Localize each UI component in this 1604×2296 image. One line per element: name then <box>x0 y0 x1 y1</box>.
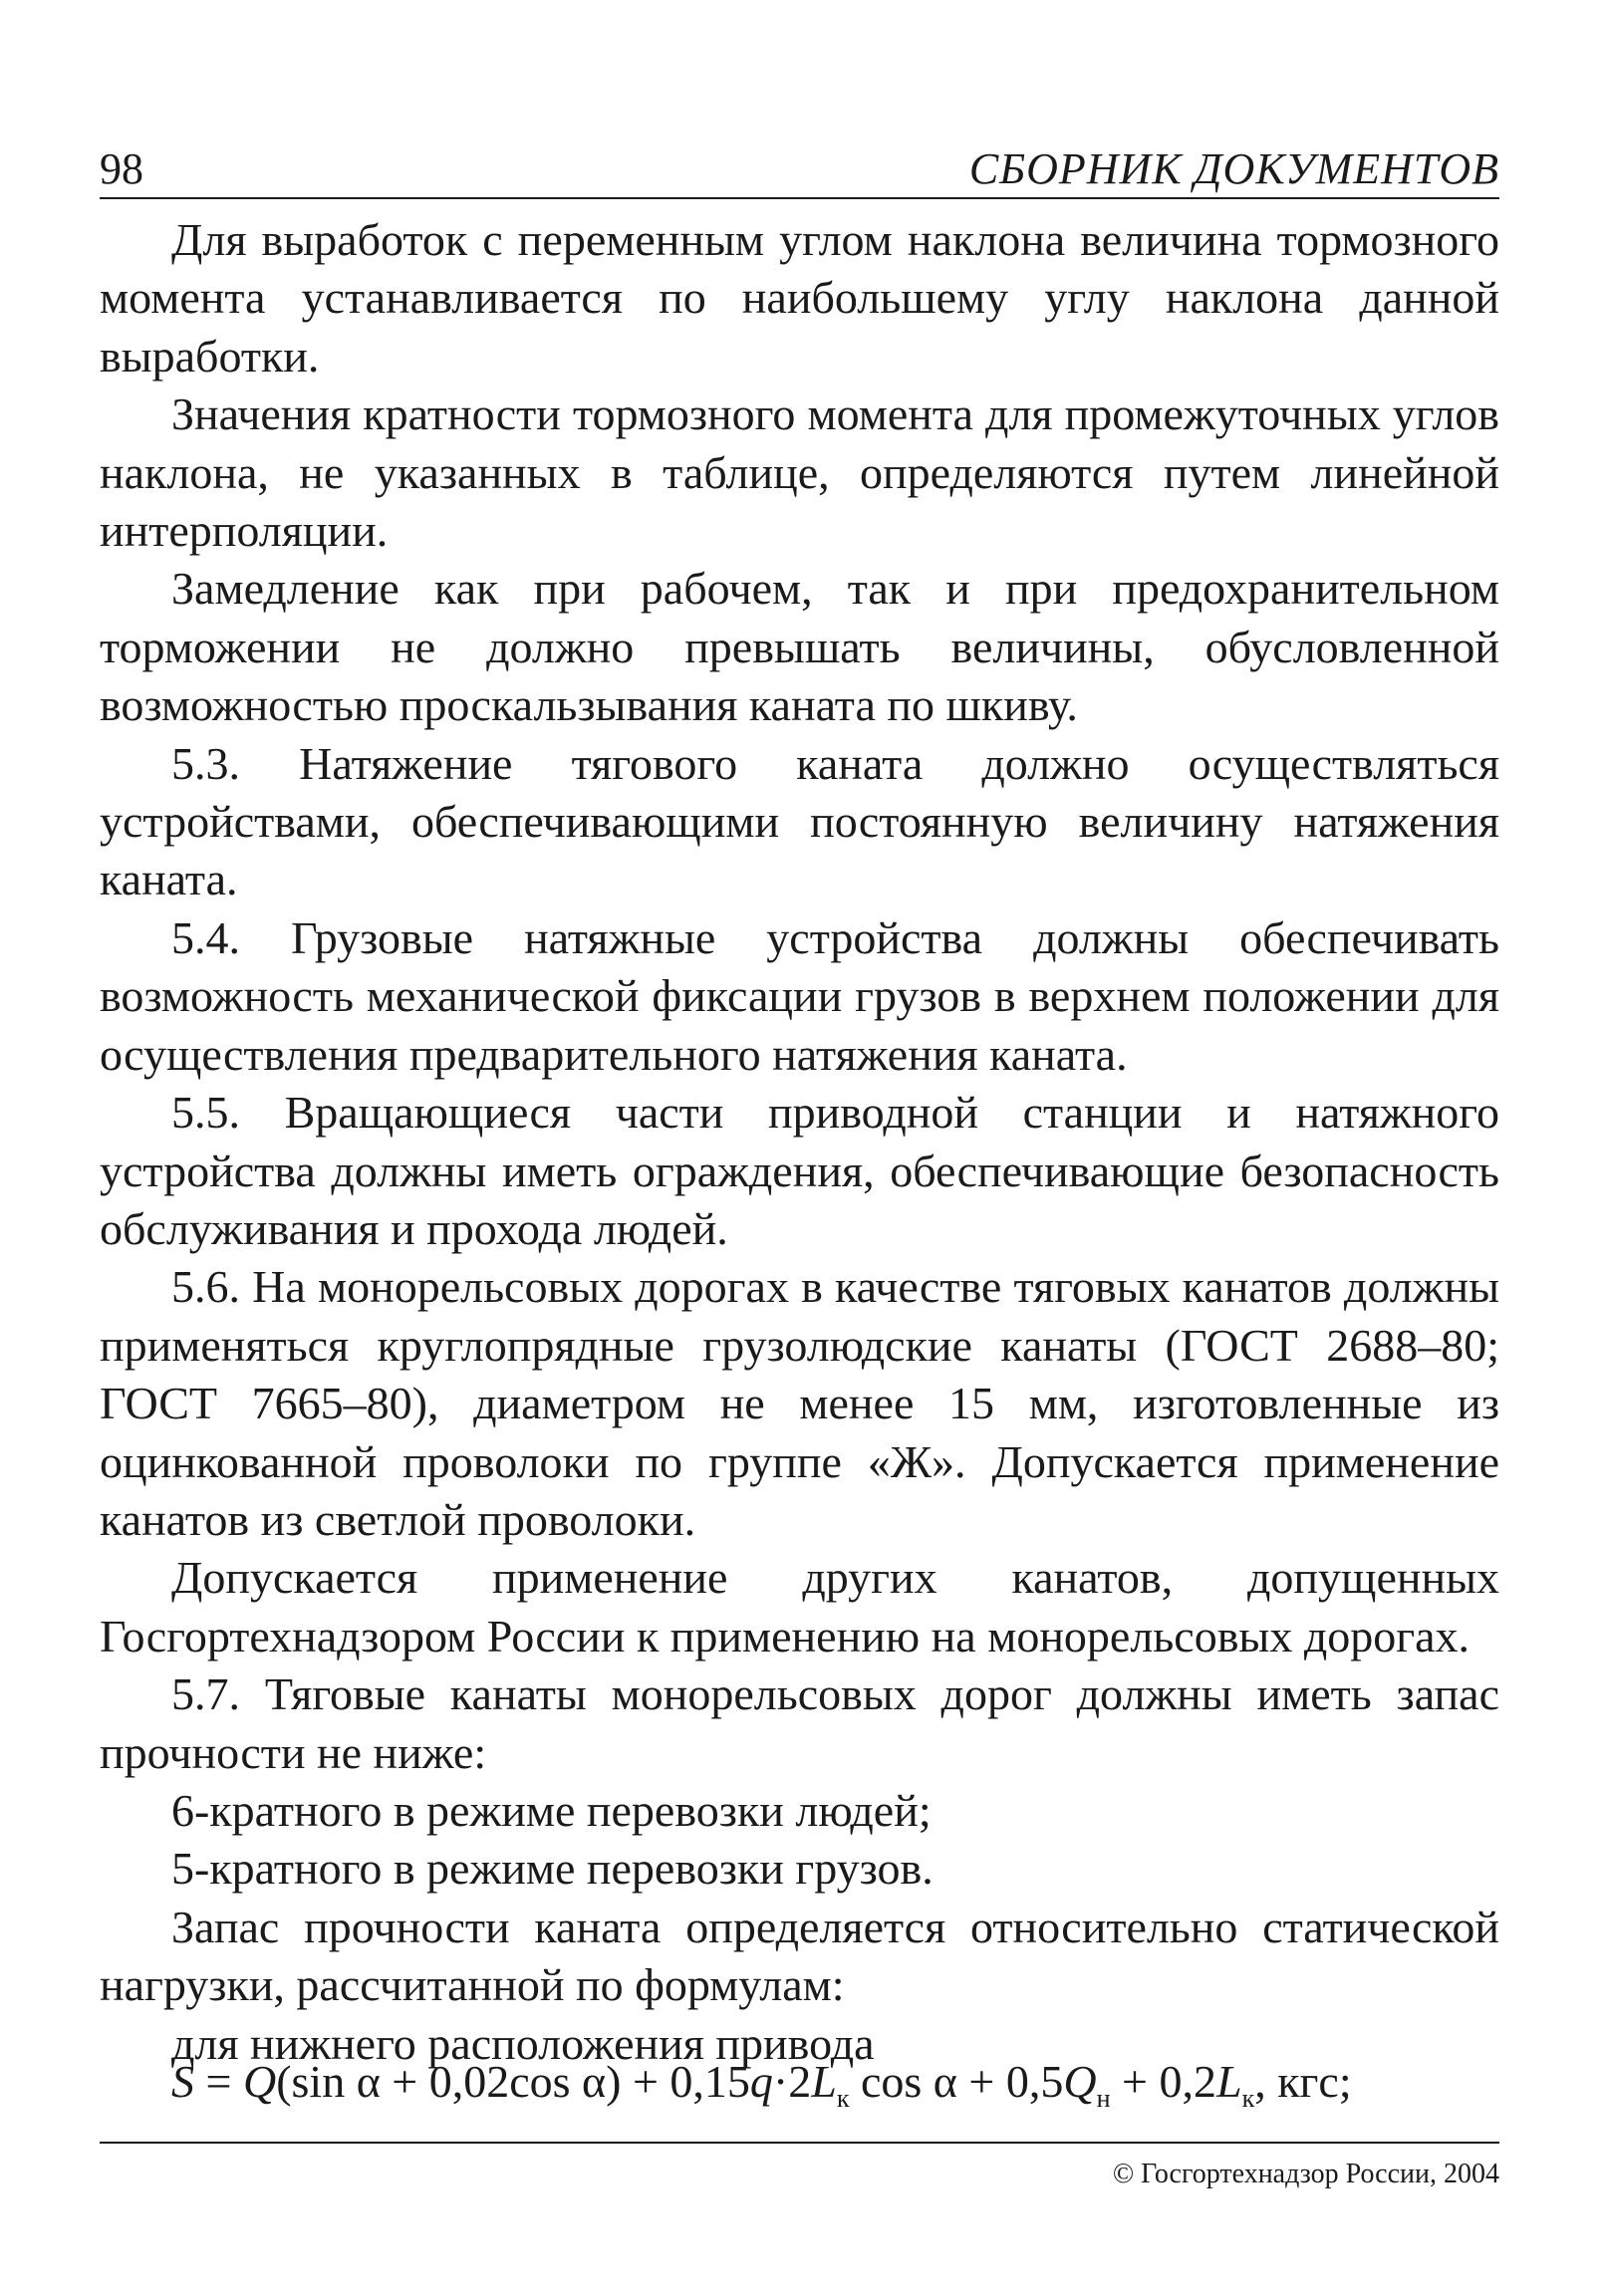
paragraph: 5.3. Натяжение тягового каната должно осуществляться устройствами, обеспечивающими постоянную величину натяжения каната. <box>100 737 1499 905</box>
paragraph: Допускается применение других канатов, допущенных Госгортехнадзором России к применению на монорельсовых дорогах. <box>100 1552 1499 1661</box>
page-header <box>100 139 1499 199</box>
formula-var-q-n: Q <box>1063 2056 1097 2107</box>
paragraph: 5.7. Тяговые канаты монорельсовых дорог должны иметь запас прочности не ниже: <box>100 1668 1499 1778</box>
paragraph: для нижнего расположения привода <box>171 2017 875 2069</box>
page-number: 98 <box>100 144 143 193</box>
formula-sub-k: к <box>836 2084 850 2114</box>
formula-part-3: + 0,2 <box>1110 2056 1216 2107</box>
paragraph: 5.6. На монорельсовых дорогах в качестве тяговых канатов должны применяться круглопрядные грузолюдские канаты (ГОСТ 2688–80; ГОСТ 7665–80), диаметром не менее 15 мм, изготовленные из оцинкованной проволоки по группе «Ж». Допускается применение канатов из светлой проволоки. <box>100 1261 1499 1545</box>
paragraph: 5.5. Вращающиеся части приводной станции и натяжного устройства должны иметь ограждения, обеспечивающие безопасность обслуживания и прохода людей. <box>100 1087 1499 1254</box>
paragraph: Запас прочности каната определяется относительно статической нагрузки, рассчитанной по формулам: <box>100 1901 1499 2011</box>
formula-var-q: Q <box>242 2056 277 2107</box>
footer-rule <box>100 2142 1499 2144</box>
formula-part-2: cos α + 0,5 <box>849 2056 1064 2107</box>
paragraph: Замедление как при рабочем, так и при предохранительном торможении не должно превышать величины, обусловленной возможностью проскальзывания каната по шкиву. <box>100 563 1499 731</box>
formula-sub-n: н <box>1096 2084 1111 2114</box>
header-rule <box>100 197 1499 199</box>
paragraph: Для выработок с переменным углом наклона величина тормозного момента устанавливается по наибольшему углу наклона данной выработки. <box>100 214 1499 382</box>
formula-var-l: L <box>811 2056 837 2107</box>
tension-formula <box>171 2052 1352 2112</box>
formula-var-q-small: q <box>749 2056 773 2107</box>
formula-var-l-k: L <box>1215 2056 1242 2107</box>
formula-tail: , кгс; <box>1254 2056 1352 2107</box>
running-title: СБОРНИК ДОКУМЕНТОВ <box>968 144 1499 193</box>
formula-part-1: (sin α + 0,02cos α) + 0,15 <box>276 2056 750 2107</box>
paragraph: Значения кратности тормозного момента для промежуточных углов наклона, не указанных в таблице, определяются путем линейной интерполяции. <box>100 388 1499 557</box>
copyright-notice: © Госгортехнадзор России, 2004 <box>1112 2159 1499 2189</box>
paragraph: 5.4. Грузовые натяжные устройства должны обеспечивать возможность механической фиксации грузов в верхнем положении для осуществления предварительного натяжения каната. <box>100 911 1499 1080</box>
body-text <box>100 211 1499 2073</box>
formula-var-s: S <box>171 2056 194 2107</box>
formula-dot-2: ·2 <box>772 2056 812 2107</box>
formula-eq: = <box>194 2056 243 2107</box>
paragraph: 5-кратного в режиме перевозки грузов. <box>171 1843 934 1895</box>
paragraph: 6-кратного в режиме перевозки людей; <box>171 1784 932 1836</box>
formula-sub-k-2: к <box>1241 2084 1255 2114</box>
